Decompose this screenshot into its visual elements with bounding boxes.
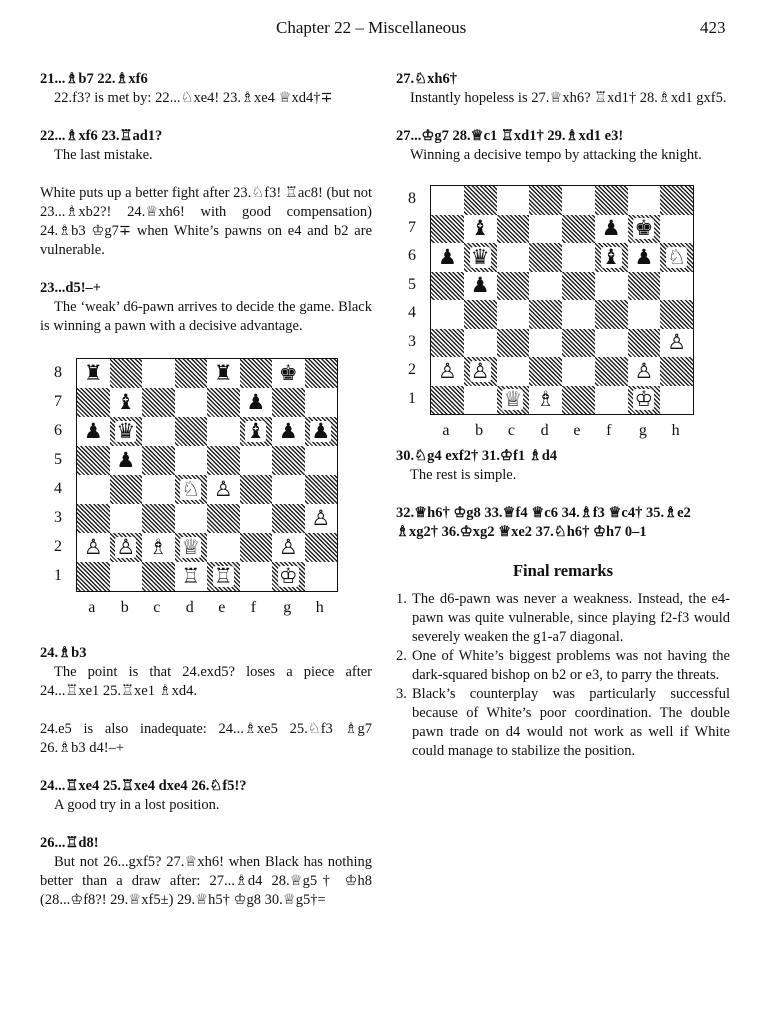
board-square-d6 [529,243,562,272]
board-square-b1 [464,386,497,415]
rank-label: 8 [408,190,416,208]
board-square-d4 [175,475,208,504]
board-square-h6 [305,417,338,446]
rank-label: 3 [408,332,416,350]
annotation: White puts up a better fight after 23.♘f3! ♖ac8! (but not 23...♗xb2?! 24.♕xh6! with good compensation) 24.♗b3 ♔g7∓ when White’s pawns on e4 and b2 are vulnerable. [40,185,372,258]
board-square-e2 [207,533,240,562]
move-line: 32.♕h6† ♔g8 33.♕f4 ♕c6 34.♗f3 ♕c4† 35.♗e2 ♗xg2† 36.♔xg2 ♕xe2 37.♘h6† ♔h7 0–1 [396,505,691,540]
chess-piece: ♝ [246,419,266,443]
board-square-h3 [305,504,338,533]
annotation: The last mistake. [54,147,153,163]
left-column [40,70,372,910]
board-square-b3 [464,329,497,358]
board-square-c1 [142,562,175,591]
chess-piece: ♟ [83,419,103,443]
file-label: d [185,599,194,616]
chess-piece: ♟ [601,216,621,241]
board-square-b2 [110,533,143,562]
rank-label: 5 [408,275,416,293]
chess-piece: ♕ [181,535,201,559]
board-square-g1 [628,386,661,415]
board-square-c6 [497,243,530,272]
board-square-a2 [431,357,464,386]
chess-piece: ♖ [213,564,233,588]
chess-piece: ♗ [148,535,168,559]
file-label: g [638,422,647,439]
board-square-f6 [240,417,273,446]
file-label: a [88,599,96,616]
board-square-e1 [562,386,595,415]
board-square-d8 [175,359,208,388]
board-square-e4 [207,475,240,504]
chess-piece: ♟ [311,419,331,443]
file-label: h [671,422,680,439]
board-square-g5 [628,272,661,301]
board-square-h8 [660,186,693,215]
board-square-f6 [595,243,628,272]
board-square-a7 [77,388,110,417]
board-square-g6 [272,417,305,446]
board-square-d7 [175,388,208,417]
rank-label: 3 [54,508,62,526]
board-square-e4 [562,300,595,329]
chess-piece: ♙ [437,358,457,383]
chess-piece: ♟ [246,390,266,414]
board-square-a6 [431,243,464,272]
file-label: b [475,422,484,439]
chess-piece: ♙ [634,358,654,383]
rank-label: 2 [54,537,62,555]
rank-label: 2 [408,361,416,379]
board-square-d7 [529,215,562,244]
board-square-h5 [660,272,693,301]
board-square-h2 [660,357,693,386]
board-square-g7 [272,388,305,417]
annotation: But not 26...gxf5? 27.♕xh6! when Black has nothing better than a draw after: 27...♗d4 28.♕g5† ♔h8 (28...♔f8?! 29.♕xf5±) 29.♕h5† ♔g8 30.♕g5†= [40,854,372,908]
board-square-e7 [562,215,595,244]
chess-piece: ♘ [667,244,687,269]
board-square-d1 [175,562,208,591]
board-square-g7 [628,215,661,244]
annotation: The rest is simple. [410,467,517,483]
board-square-e8 [562,186,595,215]
annotation: A good try in a lost position. [54,797,220,813]
file-label: d [540,422,549,439]
board-square-b5 [110,446,143,475]
move-line: 24...♖xe4 25.♖xe4 dxe4 26.♘f5!? [40,778,247,794]
board-square-f7 [595,215,628,244]
board-square-c8 [142,359,175,388]
board-square-c2 [497,357,530,386]
chessboard-2 [430,185,694,415]
board-square-f1 [595,386,628,415]
board-square-b6 [464,243,497,272]
move-line: 30.♘g4 exf2† 31.♔f1 ♗d4 [396,448,558,464]
board-square-c3 [142,504,175,533]
annotation: Instantly hopeless is 27.♕xh6? ♖xd1† 28.♗xd1 gxf5. [410,90,727,106]
board-square-b1 [110,562,143,591]
remarks-list [396,590,730,761]
rank-label: 8 [54,363,62,381]
file-label: e [218,599,226,616]
board-square-h4 [305,475,338,504]
file-label: f [250,599,257,616]
board-square-f8 [240,359,273,388]
board-square-e3 [207,504,240,533]
board-square-a5 [77,446,110,475]
board-square-h3 [660,329,693,358]
board-square-h1 [305,562,338,591]
chess-piece: ♗ [536,387,556,412]
chessboard-1 [76,358,338,592]
board-square-d8 [529,186,562,215]
chess-piece: ♝ [470,216,490,241]
board-square-c8 [497,186,530,215]
chess-piece: ♚ [634,216,654,241]
board-square-d3 [175,504,208,533]
chess-piece: ♛ [116,419,136,443]
board-square-c2 [142,533,175,562]
board-square-d3 [529,329,562,358]
board-square-a1 [431,386,464,415]
chess-piece: ♛ [470,244,490,269]
board-square-f2 [595,357,628,386]
annotation: The point is that 24.exd5? loses a piece after 24...♖xe1 25.♖xe1 ♗xd4. [40,664,372,699]
rank-label: 1 [408,389,416,407]
board-square-f4 [240,475,273,504]
board-square-f3 [595,329,628,358]
chess-piece: ♘ [181,477,201,501]
board-square-a6 [77,417,110,446]
chess-piece: ♜ [83,361,103,385]
move-line: 27.♘xh6† [396,71,457,87]
board-square-f2 [240,533,273,562]
file-label: g [283,599,292,616]
chess-piece: ♙ [116,535,136,559]
chess-piece: ♙ [311,506,331,530]
board-square-b4 [464,300,497,329]
board-square-c4 [142,475,175,504]
chess-piece: ♙ [278,535,298,559]
board-square-f5 [240,446,273,475]
board-square-c7 [497,215,530,244]
board-square-a5 [431,272,464,301]
board-square-h7 [660,215,693,244]
board-square-e3 [562,329,595,358]
chess-piece: ♕ [503,387,523,412]
board-square-b4 [110,475,143,504]
board-square-f5 [595,272,628,301]
file-label: f [606,422,612,439]
chess-piece: ♙ [470,358,490,383]
board-square-d5 [529,272,562,301]
chess-piece: ♟ [437,244,457,269]
move-line: 27...♔g7 28.♕c1 ♖xd1† 29.♗xd1 e3! [396,128,624,144]
board-square-d2 [175,533,208,562]
board-square-c1 [497,386,530,415]
diagram-1 [40,358,372,644]
board-square-a3 [77,504,110,533]
board-square-a4 [431,300,464,329]
board-square-f1 [240,562,273,591]
board-square-f7 [240,388,273,417]
board-square-h8 [305,359,338,388]
board-square-e6 [207,417,240,446]
rank-label: 7 [54,392,62,410]
board-square-d6 [175,417,208,446]
board-square-h6 [660,243,693,272]
board-square-b3 [110,504,143,533]
page-number: 423 [700,18,726,37]
file-label: c [153,599,161,616]
board-square-g8 [628,186,661,215]
board-square-c5 [142,446,175,475]
rank-label: 6 [408,247,416,265]
board-square-c5 [497,272,530,301]
board-square-a7 [431,215,464,244]
board-square-a1 [77,562,110,591]
board-square-h5 [305,446,338,475]
annotation: 24.e5 is also inadequate: 24...♗xe5 25.♘f3 ♗g7 26.♗b3 d4!–+ [40,721,372,756]
board-square-a3 [431,329,464,358]
board-square-h4 [660,300,693,329]
chess-piece: ♝ [601,244,621,269]
move-line: 21...♗b7 22.♗xf6 [40,71,148,87]
file-label: e [573,422,581,439]
file-label: h [315,599,324,616]
board-square-c6 [142,417,175,446]
rank-label: 6 [54,421,62,439]
board-square-g1 [272,562,305,591]
chess-piece: ♟ [470,273,490,298]
board-square-b6 [110,417,143,446]
board-square-f4 [595,300,628,329]
annotation: The ‘weak’ d6-pawn arrives to decide the game. Black is winning a pawn with a decisive advantage. [40,299,372,334]
board-square-e5 [562,272,595,301]
right-column [396,70,730,761]
board-square-g5 [272,446,305,475]
board-square-c3 [497,329,530,358]
chess-piece: ♝ [116,390,136,414]
board-square-g4 [628,300,661,329]
annotation: Winning a decisive tempo by attacking the knight. [410,147,702,163]
move-line: 22...♗xf6 23.♖ad1? [40,128,163,144]
rank-label: 4 [54,479,62,497]
board-square-d4 [529,300,562,329]
board-square-b8 [464,186,497,215]
board-square-b5 [464,272,497,301]
chess-piece: ♟ [634,244,654,269]
board-square-f8 [595,186,628,215]
board-square-f3 [240,504,273,533]
chess-piece: ♚ [278,361,298,385]
board-square-c4 [497,300,530,329]
board-square-c7 [142,388,175,417]
board-square-e2 [562,357,595,386]
board-square-b7 [464,215,497,244]
board-square-g8 [272,359,305,388]
board-square-h7 [305,388,338,417]
board-square-g2 [272,533,305,562]
section-heading: Final remarks [512,561,614,580]
board-square-g3 [272,504,305,533]
chess-piece: ♖ [181,564,201,588]
board-square-h1 [660,386,693,415]
chess-piece: ♔ [634,387,654,412]
board-square-e5 [207,446,240,475]
board-square-d1 [529,386,562,415]
chess-piece: ♙ [83,535,103,559]
board-square-a8 [77,359,110,388]
board-square-a4 [77,475,110,504]
move-line: 24.♗b3 [40,645,87,661]
file-label: b [120,599,129,616]
chess-piece: ♙ [667,330,687,355]
chess-piece: ♔ [278,564,298,588]
board-square-e7 [207,388,240,417]
file-label: c [507,422,515,439]
move-line: 26...♖d8! [40,835,99,851]
list-item: 3. Black’s counterplay was particularly successful because of White’s poor coordination. The double pawn trade on d4 would not work as well if White could manage to stabilize the position. [396,686,730,759]
rank-label: 5 [54,450,62,468]
list-item: 1. The d6-pawn was never a weakness. Instead, the e4-pawn was quite vulnerable, since playing f2-f3 would severely weaken the g1-a7 diagonal. [396,591,730,645]
diagram-2 [396,185,730,447]
board-square-a2 [77,533,110,562]
chess-piece: ♟ [116,448,136,472]
rank-label: 7 [408,218,416,236]
board-square-g4 [272,475,305,504]
board-square-b7 [110,388,143,417]
rank-label: 4 [408,304,416,322]
rank-label: 1 [54,566,62,584]
board-square-g6 [628,243,661,272]
board-square-b2 [464,357,497,386]
chess-piece: ♙ [213,477,233,501]
list-item: 2. One of White’s biggest problems was not having the dark-squared bishop on b2 or e3, to parry the threats. [396,648,730,683]
file-label: a [442,422,450,439]
board-square-g2 [628,357,661,386]
chapter-title: Chapter 22 – Miscellaneous [276,18,467,37]
chess-piece: ♟ [278,419,298,443]
annotation: 22.f3? is met by: 22...♘xe4! 23.♗xe4 ♕xd4†∓ [54,90,333,106]
board-square-a8 [431,186,464,215]
board-square-e8 [207,359,240,388]
page-header [0,18,768,42]
board-square-d2 [529,357,562,386]
chess-piece: ♜ [213,361,233,385]
move-line: 23...d5!–+ [40,280,102,296]
board-square-d5 [175,446,208,475]
board-square-e1 [207,562,240,591]
board-square-g3 [628,329,661,358]
board-square-e6 [562,243,595,272]
board-square-h2 [305,533,338,562]
board-square-b8 [110,359,143,388]
